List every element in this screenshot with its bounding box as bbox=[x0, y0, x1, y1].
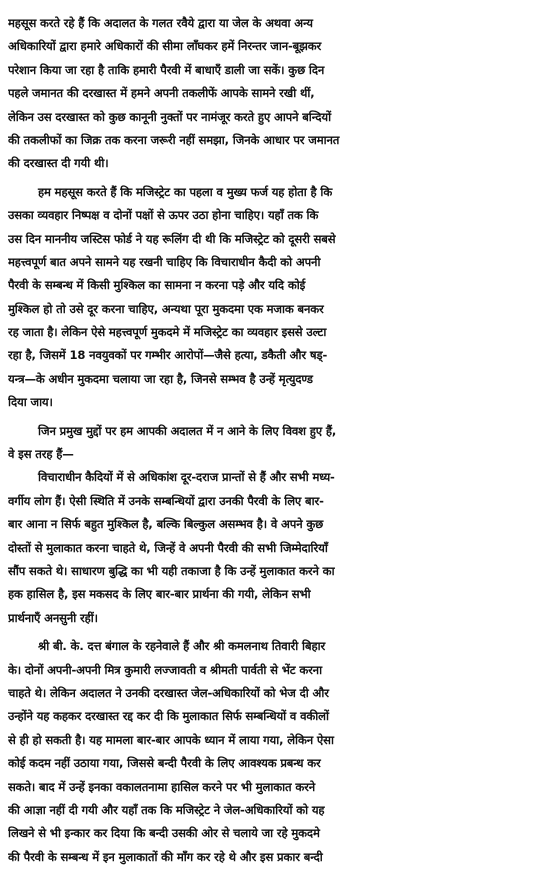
text-line: लिखने से भी इन्कार कर दिया कि बन्दी उसकी ओर से चलाये जा रहे मुकदमे bbox=[8, 826, 320, 841]
text-line: रहा है, जिसमें 18 नवयुवकों पर गम्भीर आरोपों—जैसे हत्या, डकैती और षड्- bbox=[8, 348, 328, 363]
text-line: हम महसूस करते हैं कि मजिस्ट्रेट का पहला व मुख्य फर्ज यह होता है कि bbox=[38, 184, 333, 199]
paragraph-5 bbox=[8, 635, 553, 869]
text-line: दिया जाय। bbox=[8, 395, 53, 410]
text-line: रह जाता है। लेकिन ऐसे महत्त्वपूर्ण मुकदमे में मजिस्ट्रेट का व्यवहार इससे उल्टा bbox=[8, 325, 327, 340]
text-line: महसूस करते रहे हैं कि अदालत के गलत रवैये द्वारा या जेल के अथवा अन्य bbox=[8, 16, 313, 30]
text-line: मुश्किल हो तो उसे दूर करना चाहिए, अन्यथा पूरा मुकदमा एक मजाक बनकर bbox=[8, 301, 324, 316]
text-line: की पैरवी के सम्बन्ध में इन मुलाकातों की माँग कर रहे थे और इस प्रकार बन्दी bbox=[8, 849, 323, 864]
text-line: से ही हो सकती है। यह मामला बार-बार आपके ध्यान में लाया गया, लेकिन ऐसा bbox=[8, 732, 334, 747]
text-line: लेकिन उस दरखास्त को कुछ कानूनी नुक्तों पर नामंजूर करते हुए आपने बन्दियों bbox=[8, 109, 331, 124]
paragraph-1 bbox=[8, 12, 553, 176]
text-line: हक हासिल है, इस मकसद के लिए बार-बार प्रार्थना की गयी, लेकिन सभी bbox=[8, 587, 311, 602]
text-line: यन्त्र—के अधीन मुकदमा चलाया जा रहा है, जिनसे सम्भव है उन्हें मृत्युदण्ड bbox=[8, 371, 313, 386]
text-line: वर्गीय लोग हैं। ऐसी स्थिति में उनके सम्बन्धियों द्वारा उनकी पैरवी के लिए बार- bbox=[8, 493, 324, 508]
text-line: दोस्तों से मुलाकात करना चाहते थे, जिन्हें वे अपनी पैरवी की सभी जिम्मेदारियाँ bbox=[8, 540, 328, 555]
text-line: सकते। बाद में उन्हें इनका वकालतनामा हासिल करने पर भी मुलाकात करने bbox=[8, 779, 315, 794]
text-line: श्री बी. के. दत्त बंगाल के रहनेवाले हैं और श्री कमलनाथ तिवारी बिहार bbox=[38, 639, 326, 654]
text-line: के। दोनों अपनी-अपनी मित्र कुमारी लज्जावती व श्रीमती पार्वती से भेंट करना bbox=[8, 662, 322, 677]
text-line: कोई कदम नहीं उठाया गया, जिससे बन्दी पैरवी के लिए आवश्यक प्रबन्ध कर bbox=[8, 756, 321, 771]
text-line: की तकलीफों का जिक्र तक करना जरूरी नहीं समझा, जिनके आधार पर जमानत bbox=[8, 132, 340, 147]
text-line: पैरवी के सम्बन्ध में किसी मुश्किल का सामना न करना पड़े और यदि कोई bbox=[8, 278, 306, 293]
text-line: विचाराधीन कैदियों में से अधिकांश दूर-दराज प्रान्तों से हैं और सभी मध्य- bbox=[38, 470, 335, 485]
body-text bbox=[8, 12, 553, 869]
text-line: उन्होंने यह कहकर दरखास्त रद्द कर दी कि मुलाकात सिर्फ सम्बन्धियों व वकीलों bbox=[8, 709, 329, 724]
text-line: चाहते थे। लेकिन अदालत ने उनकी दरखास्त जेल-अधिकारियों को भेज दी और bbox=[8, 685, 329, 700]
text-line: प्रार्थनाएँ अनसुनी रहीं। bbox=[8, 610, 98, 625]
text-line: महत्त्वपूर्ण बात अपने सामने यह रखनी चाहिए कि विचाराधीन कैदी को अपनी bbox=[8, 254, 321, 269]
text-line: उसका व्यवहार निष्पक्ष व दोनों पक्षों से ऊपर उठा होना चाहिए। यहाँ तक कि bbox=[8, 208, 319, 223]
text-line: उस दिन माननीय जस्टिस फोर्ड ने यह रूलिंग दी थी कि मजिस्ट्रेट को दूसरी सबसे bbox=[8, 231, 336, 246]
paragraph-2 bbox=[8, 181, 553, 415]
text-line: वे इस तरह हैं— bbox=[8, 447, 74, 462]
text-line: जिन प्रमुख मुद्दों पर हम आपकी अदालत में न आने के लिए विवश हुए हैं, bbox=[38, 423, 337, 438]
text-line: सौंप सकते थे। साधारण बुद्धि का भी यही तकाजा है कि उन्हें मुलाकात करने का bbox=[8, 563, 335, 578]
text-line: पहले जमानत की दरखास्त में हमने अपनी तकलीफें आपके सामने रखी थीं, bbox=[8, 86, 315, 101]
paragraph-3 bbox=[8, 420, 553, 467]
text-line: बार आना न सिर्फ बहुत मुश्किल है, बल्कि बिल्कुल असम्भव है। वे अपने कुछ bbox=[8, 517, 324, 532]
text-line: की आज्ञा नहीं दी गयी और यहाँ तक कि मजिस्ट्रेट ने जेल-अधिकारियों को यह bbox=[8, 802, 325, 817]
paragraph-4 bbox=[8, 466, 553, 630]
text-line: की दरखास्त दी गयी थी। bbox=[8, 156, 109, 171]
text-line: परेशान किया जा रहा है ताकि हमारी पैरवी में बाधाएँ डाली जा सकें। कुछ दिन bbox=[8, 62, 325, 77]
text-line: अधिकारियों द्वारा हमारे अधिकारों की सीमा लाँघकर हमें निरन्तर जान-बूझकर bbox=[8, 39, 322, 54]
